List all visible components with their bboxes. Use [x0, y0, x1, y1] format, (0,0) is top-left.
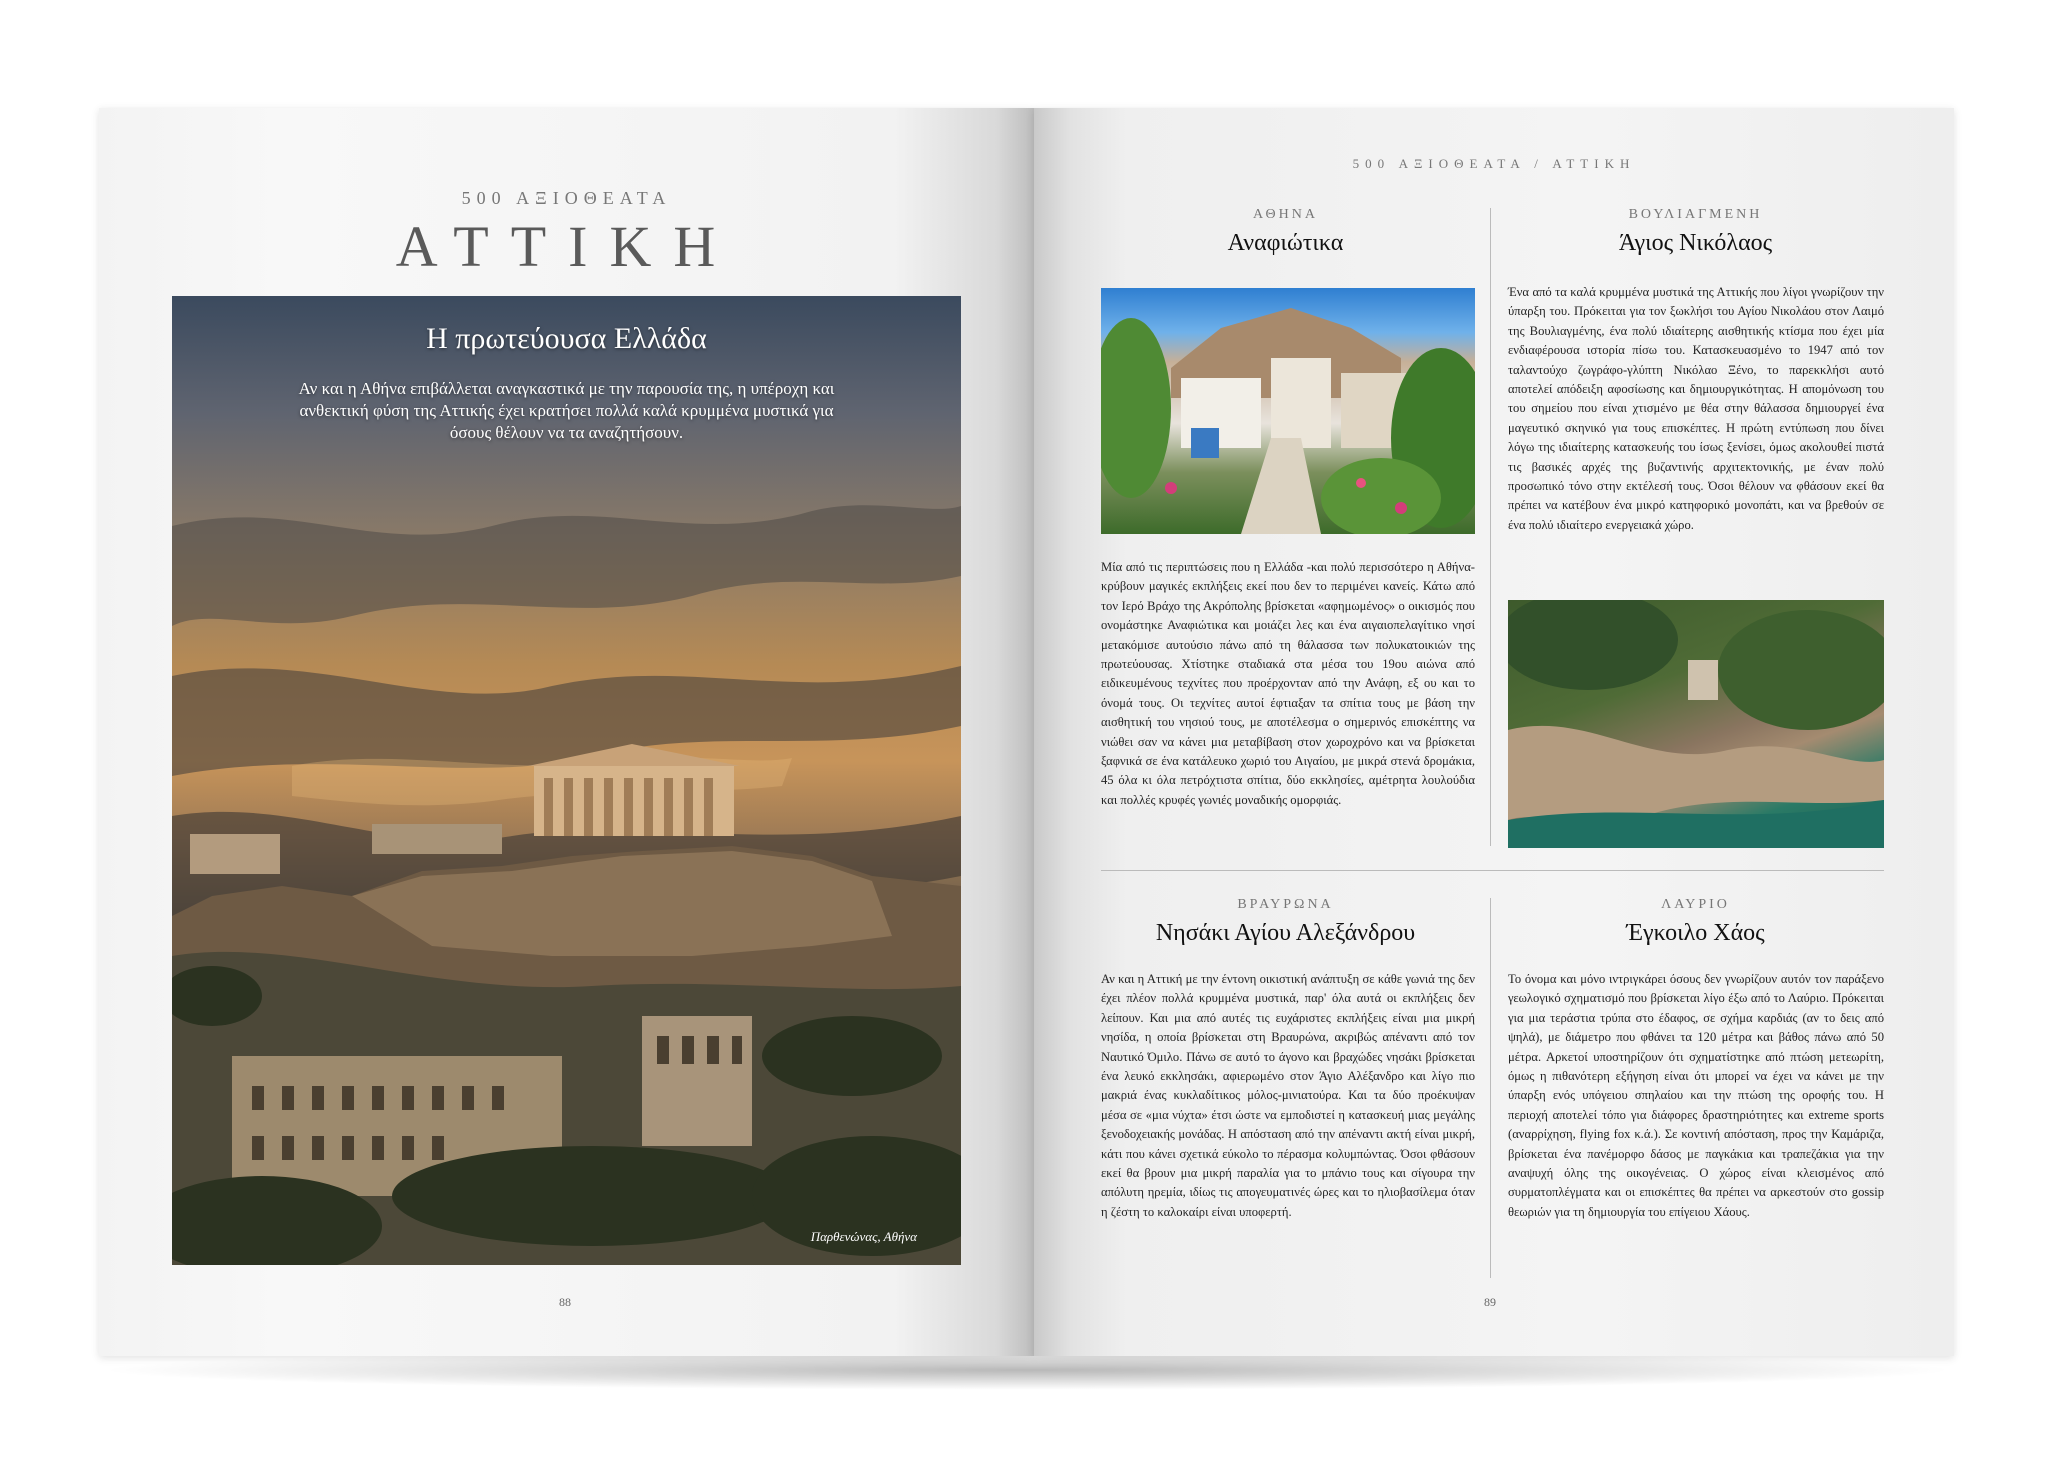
- section-body: Αν και η Αττική με την έντονη οικιστική ανάπτυξη σε κάθε γωνιά της δεν έχει πλέον πολλά κρυμμένα μυστικά, παρ' όλα αυτά οι εκπλήξεις δεν λείπουν. Και μια από αυτές τις ευχάριστες εκπλήξεις είναι μια μικρή νησίδα, η οποία βρίσκεται στη Βραυρώνα, ακριβώς απέναντι από τον Ναυτικό Όμιλο. Πάνω σε αυτό το άγονο και βραχώδες νησάκι βρίσκεται ένα λευκό εκκλησάκι, αφιερωμένο στον Άγιο Αλέξανδρο και λίγο πιο μακριά ένας κυκλαδίτικος μόλος-μινιατούρα. Και τα δύο προέκυψαν μέσα σε «μια νύχτα» έτσι ώστε να εμποδιστεί η κατασκευή μιας μεγάλης ξενοδοχειακής μονάδας. Η απόσταση από την απέναντι ακτή είναι μικρή, κάτι που κάνει σχετικά εύκολο το πέρασμα κολυμπώντας. Όσοι φθάσουν εκεί θα βρουν μια μικρή παραλία για το μπάνιο τους και σίγουρα την απόλυτη ηρεμία, ιδίως τις απογευματινές ώρες και το ηλιοβασίλεμα όταν η ζέστη το καλοκαίρι είναι υποφερτή.: [1101, 972, 1475, 1219]
- left-kicker: 500 ΑΞΙΟΘΕΑΤΑ: [461, 188, 672, 208]
- section-body: Μία από τις περιπτώσεις που η Ελλάδα -και πολύ περισσότερο η Αθήνα- κρύβουν μαγικές εκπλήξεις εκεί που δεν το περιμένει κανείς. Κάτω από τον Ιερό Βράχο της Ακρόπολης βρίσκεται «αφημωμένος» ο οικισμός που ονομάστηκε Αναφιώτικα και μοιάζει λες και ένα αιγαιοπελαγίτικο νησί μετακόμισε αυτούσιο πάνω από τη θάλασσα των πολυκατοικιών της πρωτεύουσας. Χτίστηκε σταδιακά στα μέσα του 19ου αιώνα από ειδικευμένους τεχνίτες που προέρχονταν από την Ανάφη, εξ ου και το όνομά τους. Οι τεχνίτες αυτοί έφτιαξαν τα σπίτια τους με βάση την αισθητική του νησιού τους, με αποτέλεσμα ο σημερινός επισκέπτης να νιώθει σαν να κάνει μια μεταβίβαση στον χωροχρόνο και να βρίσκεται ξαφνικά σε ένα κατάλευκο χωριό του Αιγαίου, με μικρά στενά δρομάκια, 45 όλα κι όλα πετρόχτιστα σπίτια, δύο εκκλησίες, αμέτρητα λουλούδια και πολλές κρυφές γωνιές μοναδικής ομορφιάς.: [1101, 560, 1475, 807]
- section-body: Ένα από τα καλά κρυμμένα μυστικά της Αττικής που λίγοι γνωρίζουν την ύπαρξη του. Πρόκειται για τον ξωκλήσι του Αγίου Νικολάου στον Λαιμό της Βουλιαγμένης, ένα πολύ ιδιαίτερης αισθητικής κτίσμα που έχει μία ενδιαφέρουσα ιστορία πίσω του. Κατασκευασμένο το 1947 από τον ταλαντούχο ζωγράφο-γλύπτη Νικόλαο Ξένο, το παρεκκλήσι αυτό αποτελεί απόδειξη αφοσίωσης και δημιουργικότητας. Η απομόνωση του του σημείου που είναι χτισμένο με θέα στην θάλασσα δημιουργεί ένα μαγευτικό σκηνικό για τους επισκέπτες. Η πρώτη εντύπωση που δίνει λόγω της ιδιαίτερης κατασκευής του ίσως ξενίσει, όμως ακολουθεί πιστά τις βασικές αρχές της βυζαντινής αρχιτεκτονικής, με έναν πολύ προσωπικό τόνο στην εκτέλεσή τους. Όσοι θέλουν να φθάσουν εκεί θα πρέπει να κατέβουν ένα μικρό κατηφορικό μονοπάτι, και να βρεθούν σε ένα πολύ ιδιαίτερο ενεργειακά χώρο.: [1508, 285, 1884, 532]
- section-location: ΛΑΥΡΙΟ: [1661, 897, 1730, 912]
- section-title: Άγιος Νικόλαος: [1618, 230, 1773, 256]
- section-location: ΒΟΥΛΙΑΓΜΕΝΗ: [1628, 207, 1763, 222]
- spread-shadow: [95, 1350, 1960, 1390]
- right-page: [1034, 108, 1954, 1356]
- section-location: ΒΡΑΥΡΩΝΑ: [1237, 897, 1334, 912]
- hero-subtitle: Αν και η Αθήνα επιβάλλεται αναγκαστικά με την παρουσία της, η υπέροχη και ανθεκτική φύση της Αττικής έχει κρατήσει πολλά καλά κρυμμένα μυστικά για όσους θέλουν να τα αναζητήσουν.: [298, 379, 835, 442]
- page-number-left: 88: [559, 1295, 571, 1309]
- section-body: Το όνομα και μόνο ιντριγκάρει όσους δεν γνωρίζουν αυτόν τον παράξενο γεωλογικό σχηματισμό που βρίσκεται λίγο έξω από το Λαύριο. Πρόκειται για μια τεράστια τρύπα στο έδαφος, σε σχήμα καρδιάς (αν το δεις από ψηλά), με διάμετρο που φθάνει τα 120 μέτρα και βάθος πάνω από 50 μέτρα. Αρκετοί υποστηρίζουν ότι σχηματίστηκε από πτώση μετεωρίτη, όμως η πιθανότερη εξήγηση είναι ότι μπορεί να έχει να κάνει με την ύπαρξη ενός υπόγειου σπηλαίου και την πτώση της οροφής του. Η περιοχή αποτελεί τόπο για διάφορες δραστηριότητες και extreme sports (αναρρίχηση, flying fox κ.ά.). Σε κοντινή απόσταση, προς την Καμάριζα, βρίσκεται ένα πανέμορφο δάσος με παγκάκια και τραπεζάκια για την αναψυχή όλης της οικογένειας. Ο χώρος είναι κλεισμένος από συρματοπλέγματα και οι επισκέπτες θα πρέπει να αρκεστούν στο gossip θεωριών για τη δημιουργία του επίγειου Χάους.: [1508, 972, 1884, 1219]
- photo-anafiotika: [1101, 288, 1475, 534]
- row-divider: [1101, 870, 1884, 871]
- left-page: [99, 108, 1034, 1356]
- photo-agios-nikolaos: [1508, 600, 1884, 848]
- section-location: ΑΘΗΝΑ: [1253, 207, 1318, 222]
- section-title: ΑΤΤΙΚΗ: [395, 214, 738, 279]
- column-divider: [1490, 208, 1491, 846]
- running-head: 500 ΑΞΙΟΘΕΑΤΑ / ΑΤΤΙΚΗ: [1352, 156, 1636, 171]
- page-number-right: 89: [1484, 1295, 1496, 1309]
- hero-photo-parthenon: [172, 296, 961, 1265]
- column-divider: [1490, 898, 1491, 1278]
- hero-caption: Παρθενώνας, Αθήνα: [810, 1229, 917, 1244]
- section-title: Νησάκι Αγίου Αλεξάνδρου: [1155, 920, 1416, 946]
- section-title: Αναφιώτικα: [1227, 230, 1344, 256]
- section-title: Έγκοιλο Χάος: [1626, 920, 1765, 946]
- hero-title: Η πρωτεύουσα Ελλάδα: [426, 322, 707, 355]
